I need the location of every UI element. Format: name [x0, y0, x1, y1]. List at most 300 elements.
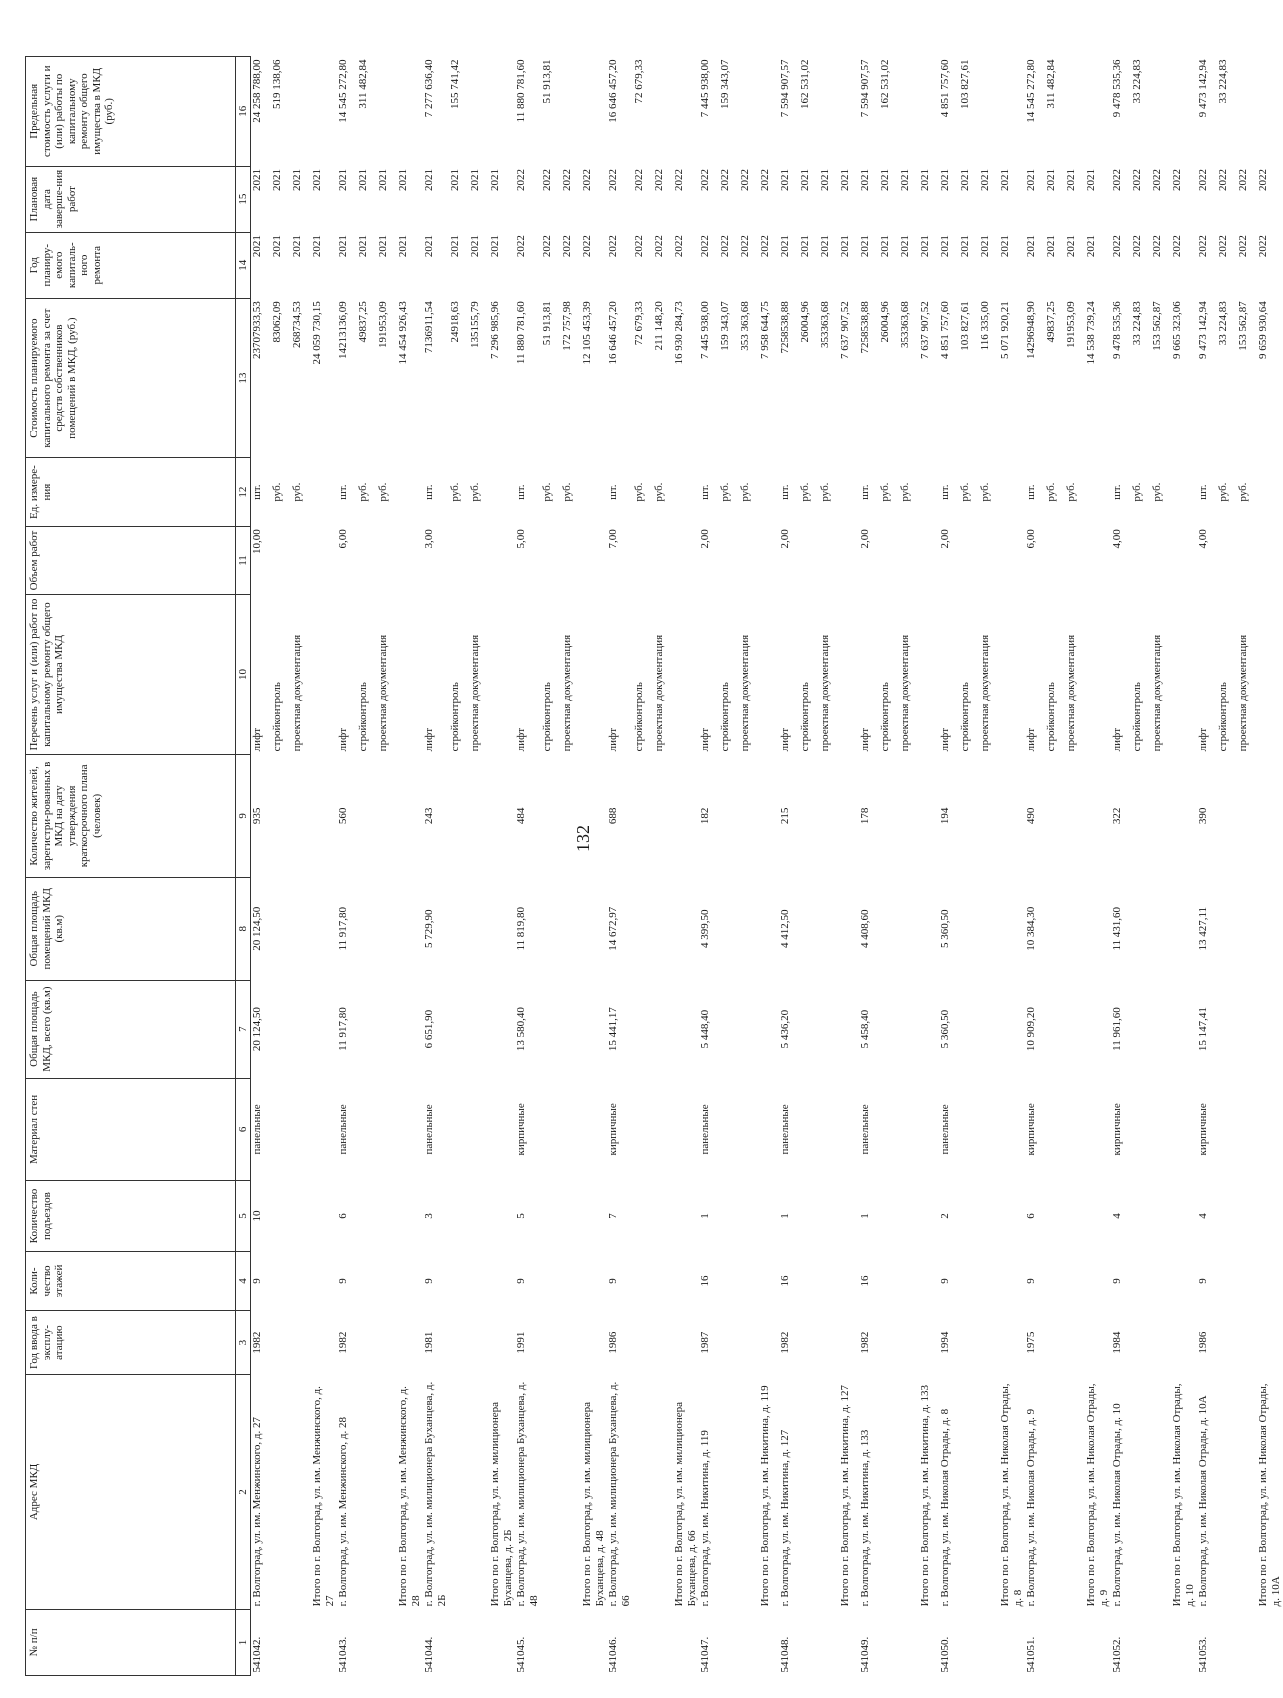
volume-cell: 4,00: [1196, 529, 1209, 549]
column-header: Коли-чество этажей: [26, 1251, 236, 1310]
empty-cell: [999, 754, 1025, 877]
empty-cell: [561, 754, 581, 877]
cost-cell: 26004,96: [878, 301, 891, 343]
empty-cell: [919, 595, 939, 755]
empty-cell: [999, 1181, 1025, 1252]
empty-cell: [799, 1311, 819, 1375]
empty-cell: [1065, 1311, 1085, 1375]
volume-cell: 4,00: [1110, 529, 1123, 549]
repair-year-cell: 2021: [938, 235, 951, 258]
total-row: [1257, 57, 1283, 1676]
repair-year-cell: 2022: [606, 235, 619, 258]
residents-cell: 182: [698, 807, 711, 825]
table-row: [699, 57, 719, 1676]
empty-cell: [561, 877, 581, 980]
empty-cell: [999, 877, 1025, 980]
material-cell: панельные: [251, 1104, 263, 1155]
completion-date-cell: 2021: [356, 169, 369, 192]
empty-cell: [311, 1181, 337, 1252]
empty-cell: [759, 595, 779, 755]
empty-cell: [759, 1181, 779, 1252]
column-number: 13: [236, 298, 251, 458]
total-date-cell: 2021: [838, 169, 851, 192]
table-row: [959, 57, 979, 1676]
completion-date-cell: 2021: [1064, 169, 1077, 192]
empty-cell: [759, 1251, 779, 1310]
empty-cell: [1065, 1078, 1085, 1181]
premises-area-cell: 14 672,97: [606, 906, 619, 951]
column-header: Общая площадь помещений МКД (кв.м): [26, 877, 236, 980]
empty-cell: [653, 754, 673, 877]
empty-cell: [739, 1311, 759, 1375]
empty-cell: [311, 980, 337, 1078]
volume-cell: 2,00: [778, 529, 791, 549]
total-year-cell: 2022: [1256, 235, 1269, 258]
repair-year-cell: 2022: [1216, 235, 1229, 258]
volume-cell: [979, 526, 999, 594]
empty-cell: [673, 754, 699, 877]
total-row: [311, 57, 337, 1676]
table-body: [251, 57, 1283, 1676]
empty-cell: [1085, 754, 1111, 877]
work-type-cell: стройконтроль: [270, 682, 283, 752]
empty-cell: [673, 1078, 699, 1181]
cost-cell: 9 478 535,36: [1110, 301, 1123, 360]
limit-cost-cell: 33 224,83: [1216, 59, 1229, 104]
volume-cell: 2,00: [938, 529, 951, 549]
work-type-cell: лифт: [1196, 728, 1209, 752]
completion-date-cell: 2021: [270, 169, 283, 192]
empty-cell: [397, 595, 423, 755]
empty-cell: [1171, 1078, 1197, 1181]
empty-cell: [1237, 1311, 1257, 1375]
floors-cell: 9: [1024, 1278, 1037, 1284]
year-cell: 1982: [336, 1331, 349, 1354]
empty-cell: [397, 1181, 423, 1252]
residents-cell: 935: [251, 807, 263, 825]
empty-cell: [1085, 1181, 1111, 1252]
empty-cell: [271, 980, 291, 1078]
unit-cell: руб.: [560, 482, 573, 502]
limit-cost-cell: 4 851 757,60: [938, 59, 951, 118]
empty-cell: [899, 1181, 919, 1252]
cost-cell: 33 224,83: [1130, 301, 1143, 346]
unit-cell: руб.: [1216, 482, 1229, 502]
limit-cost-cell: [653, 57, 673, 167]
empty-cell: [1065, 877, 1085, 980]
total-row: [919, 57, 939, 1676]
column-header: Ед. измере-ния: [26, 458, 236, 526]
empty-cell: [1151, 754, 1171, 877]
volume-cell: [653, 526, 673, 594]
total-year-cell: 2022: [758, 235, 771, 258]
entrances-cell: 3: [422, 1213, 435, 1219]
work-type-cell: проектная документация: [818, 634, 831, 752]
completion-date-cell: 2022: [1130, 169, 1143, 192]
empty-cell: [397, 980, 423, 1078]
column-number: 6: [236, 1078, 251, 1181]
row-number: 541046.: [606, 1636, 619, 1673]
empty-cell: [271, 1181, 291, 1252]
empty-cell: [1171, 1251, 1197, 1310]
empty-cell: [1171, 1181, 1197, 1252]
total-row: [999, 57, 1025, 1676]
volume-cell: [291, 526, 311, 594]
empty-cell: [377, 1609, 397, 1675]
unit-cell: руб.: [356, 482, 369, 502]
column-number: 1: [236, 1609, 251, 1675]
total-date-cell: 2022: [1170, 169, 1183, 192]
empty-cell: [879, 1251, 899, 1310]
column-header: Количество подъездов: [26, 1181, 236, 1252]
entrances-cell: 4: [1196, 1213, 1209, 1219]
empty-cell: [581, 1251, 607, 1310]
empty-cell: [719, 1251, 739, 1310]
empty-cell: [489, 980, 515, 1078]
total-year-cell: 2022: [580, 235, 593, 258]
completion-date-cell: 2021: [798, 169, 811, 192]
empty-cell: [999, 1251, 1025, 1310]
empty-cell: [633, 877, 653, 980]
empty-cell: [469, 980, 489, 1078]
column-number: 12: [236, 458, 251, 526]
total-date-cell: 2021: [1084, 169, 1097, 192]
row-number: 541045.: [514, 1636, 527, 1673]
repair-year-cell: 2022: [698, 235, 711, 258]
empty-cell: [799, 1609, 819, 1675]
row-number: 541049.: [858, 1636, 871, 1673]
entrances-cell: 6: [1024, 1213, 1037, 1219]
empty-cell: [653, 1375, 673, 1610]
table-row: [449, 57, 469, 1676]
limit-cost-cell: 7 594 907,57: [858, 59, 871, 118]
unit-cell: руб.: [1150, 482, 1163, 502]
empty-cell: [1085, 595, 1111, 755]
empty-cell: [1217, 1375, 1237, 1610]
limit-cost-cell: [819, 57, 839, 167]
entrances-cell: 5: [514, 1213, 527, 1219]
empty-cell: [581, 595, 607, 755]
row-number: 541051.: [1024, 1636, 1037, 1673]
year-cell: 1986: [1196, 1331, 1209, 1354]
work-type-cell: стройконтроль: [448, 682, 461, 752]
year-cell: 1984: [1110, 1331, 1123, 1354]
work-type-cell: лифт: [422, 728, 435, 752]
empty-cell: [839, 57, 859, 167]
entrances-cell: 10: [251, 1210, 263, 1222]
empty-cell: [541, 754, 561, 877]
empty-cell: [759, 57, 779, 167]
row-number: 541043.: [336, 1636, 349, 1673]
empty-cell: [377, 1181, 397, 1252]
empty-cell: [581, 1311, 607, 1375]
empty-cell: [1237, 1078, 1257, 1181]
total-row: [489, 57, 515, 1676]
empty-cell: [919, 754, 939, 877]
empty-cell: [633, 1181, 653, 1252]
completion-date-cell: 2021: [958, 169, 971, 192]
empty-cell: [357, 877, 377, 980]
empty-cell: [1171, 754, 1197, 877]
limit-cost-cell: [899, 57, 919, 167]
address-cell: г. Волгоград, ул. им. милиционера Буханцева, д. 66: [606, 1381, 632, 1607]
empty-cell: [719, 1311, 739, 1375]
unit-cell: шт.: [698, 484, 711, 500]
column-number: 5: [236, 1181, 251, 1252]
empty-cell: [799, 1251, 819, 1310]
empty-cell: [291, 1609, 311, 1675]
table-row: [799, 57, 819, 1676]
empty-cell: [397, 526, 423, 594]
floors-cell: 9: [514, 1278, 527, 1284]
empty-cell: [489, 526, 515, 594]
repair-year-cell: 2021: [468, 235, 481, 258]
completion-date-cell: 2021: [448, 169, 461, 192]
empty-cell: [271, 877, 291, 980]
empty-cell: [489, 1251, 515, 1310]
limit-cost-cell: 162 531,02: [798, 59, 811, 109]
material-cell: кирпичные: [1110, 1103, 1123, 1156]
empty-cell: [311, 1311, 337, 1375]
total-row: [1085, 57, 1111, 1676]
empty-cell: [879, 1609, 899, 1675]
residents-cell: 194: [938, 807, 951, 825]
unit-cell: шт.: [336, 484, 349, 500]
completion-date-cell: 2022: [540, 169, 553, 192]
floors-cell: 16: [858, 1275, 871, 1287]
table-row: [423, 57, 449, 1676]
limit-cost-cell: 7 445 938,00: [698, 59, 711, 118]
empty-cell: [449, 1311, 469, 1375]
total-date-cell: 2022: [580, 169, 593, 192]
empty-cell: [719, 1609, 739, 1675]
unit-cell: руб.: [540, 482, 553, 502]
residents-cell: 390: [1196, 807, 1209, 825]
cost-cell: 191953,09: [376, 301, 389, 349]
cost-cell: 83062,09: [270, 301, 283, 343]
empty-cell: [377, 1375, 397, 1610]
empty-cell: [469, 1181, 489, 1252]
empty-cell: [1085, 57, 1111, 167]
volume-cell: 3,00: [422, 529, 435, 549]
empty-cell: [1131, 1078, 1151, 1181]
work-type-cell: проектная документация: [652, 634, 665, 752]
empty-cell: [759, 458, 779, 526]
empty-cell: [581, 1609, 607, 1675]
empty-cell: [819, 877, 839, 980]
empty-cell: [469, 877, 489, 980]
table-row: [515, 57, 541, 1676]
repair-year-cell: 2022: [540, 235, 553, 258]
empty-cell: [271, 754, 291, 877]
empty-cell: [799, 1375, 819, 1610]
empty-cell: [979, 1251, 999, 1310]
total-label-cell: Итого по г. Волгоград, ул. им. Николая Отрады, д. 10: [1170, 1383, 1196, 1607]
empty-cell: [759, 980, 779, 1078]
unit-cell: руб.: [1044, 482, 1057, 502]
completion-date-cell: 2022: [514, 169, 527, 192]
empty-cell: [653, 1311, 673, 1375]
completion-date-cell: 2021: [336, 169, 349, 192]
empty-cell: [759, 526, 779, 594]
residents-cell: 688: [606, 807, 619, 825]
volume-cell: [357, 526, 377, 594]
volume-cell: 7,00: [606, 529, 619, 549]
year-cell: 1982: [251, 1331, 263, 1354]
completion-date-cell: 2022: [1216, 169, 1229, 192]
empty-cell: [919, 1251, 939, 1310]
empty-cell: [739, 1181, 759, 1252]
empty-cell: [959, 1251, 979, 1310]
limit-cost-cell: 9 473 142,94: [1196, 59, 1209, 118]
empty-cell: [1045, 1375, 1065, 1610]
empty-cell: [541, 980, 561, 1078]
empty-cell: [1131, 1251, 1151, 1310]
address-cell: г. Волгоград, ул. им. Менжинского, д. 27: [251, 1417, 263, 1607]
empty-cell: [979, 1078, 999, 1181]
empty-cell: [311, 754, 337, 877]
empty-cell: [489, 458, 515, 526]
column-header: Год ввода в эксплу-атацию: [26, 1311, 236, 1375]
row-number: 541052.: [1110, 1636, 1123, 1673]
empty-cell: [653, 877, 673, 980]
residents-cell: 243: [422, 807, 435, 825]
volume-cell: [1065, 526, 1085, 594]
limit-cost-cell: [739, 57, 759, 167]
repair-year-cell: 2021: [290, 235, 303, 258]
volume-cell: [799, 526, 819, 594]
completion-date-cell: 2021: [251, 169, 263, 192]
unit-cell: руб.: [878, 482, 891, 502]
total-area-cell: 11 961,60: [1110, 1007, 1123, 1051]
empty-cell: [1045, 877, 1065, 980]
total-label-cell: Итого по г. Волгоград, ул. им. Николая Отрады, д. 8: [998, 1383, 1024, 1607]
empty-cell: [1131, 1375, 1151, 1610]
limit-cost-cell: 103 827,61: [958, 59, 971, 109]
table-row: [607, 57, 633, 1676]
empty-cell: [919, 877, 939, 980]
cost-cell: 353363,68: [898, 301, 911, 349]
address-cell: г. Волгоград, ул. им. Николая Отрады, д. 9: [1024, 1408, 1037, 1607]
volume-cell: 5,00: [514, 529, 527, 549]
empty-cell: [819, 1311, 839, 1375]
empty-cell: [449, 754, 469, 877]
empty-cell: [561, 1251, 581, 1310]
cost-cell: 49837,25: [356, 301, 369, 343]
empty-cell: [541, 1251, 561, 1310]
total-year-cell: 2022: [672, 235, 685, 258]
empty-cell: [759, 1609, 779, 1675]
cost-cell: 353 363,68: [738, 301, 751, 351]
year-cell: 1987: [698, 1331, 711, 1354]
floors-cell: 9: [336, 1278, 349, 1284]
empty-cell: [291, 1078, 311, 1181]
empty-cell: [1237, 1251, 1257, 1310]
empty-cell: [759, 754, 779, 877]
empty-cell: [839, 1609, 859, 1675]
empty-cell: [1045, 754, 1065, 877]
unit-cell: руб.: [376, 482, 389, 502]
empty-cell: [291, 980, 311, 1078]
empty-cell: [1151, 1311, 1171, 1375]
empty-cell: [377, 877, 397, 980]
empty-cell: [581, 57, 607, 167]
year-cell: 1994: [938, 1331, 951, 1354]
completion-date-cell: 2022: [1110, 169, 1123, 192]
empty-cell: [1131, 980, 1151, 1078]
empty-cell: [899, 877, 919, 980]
empty-cell: [899, 1609, 919, 1675]
volume-cell: 6,00: [1024, 529, 1037, 549]
column-header: Перечень услуг и (или) работ по капитальному ремонту общего имущества МКД: [26, 595, 236, 755]
table-row: [337, 57, 357, 1676]
floors-cell: 16: [778, 1275, 791, 1287]
empty-cell: [1065, 1375, 1085, 1610]
unit-cell: руб.: [1064, 482, 1077, 502]
empty-cell: [799, 754, 819, 877]
empty-cell: [633, 1375, 653, 1610]
table-row: [469, 57, 489, 1676]
empty-cell: [719, 1181, 739, 1252]
limit-cost-cell: 519 138,06: [270, 59, 283, 109]
year-cell: 1982: [858, 1331, 871, 1354]
work-type-cell: проектная документация: [898, 634, 911, 752]
work-type-cell: лифт: [1024, 728, 1037, 752]
empty-cell: [449, 1251, 469, 1310]
empty-cell: [469, 1609, 489, 1675]
empty-cell: [633, 1311, 653, 1375]
empty-cell: [879, 980, 899, 1078]
completion-date-cell: 2022: [718, 169, 731, 192]
total-cost-cell: 7 958 644,75: [758, 301, 771, 360]
empty-cell: [999, 1311, 1025, 1375]
empty-cell: [397, 1311, 423, 1375]
empty-cell: [449, 1181, 469, 1252]
work-type-cell: лифт: [606, 728, 619, 752]
limit-cost-cell: [561, 57, 581, 167]
entrances-cell: 1: [858, 1213, 871, 1219]
total-area-cell: 5 436,20: [778, 1009, 791, 1049]
empty-cell: [673, 526, 699, 594]
limit-cost-cell: 33 224,83: [1130, 59, 1143, 104]
limit-cost-cell: 159 343,07: [718, 59, 731, 109]
total-cost-cell: 12 105 453,39: [580, 301, 593, 365]
material-cell: панельные: [858, 1104, 871, 1155]
empty-cell: [489, 1311, 515, 1375]
empty-cell: [1171, 458, 1197, 526]
empty-cell: [899, 1251, 919, 1310]
repair-year-cell: 2021: [798, 235, 811, 258]
empty-cell: [397, 57, 423, 167]
column-number: 4: [236, 1251, 251, 1310]
empty-cell: [879, 754, 899, 877]
total-year-cell: 2021: [310, 235, 323, 258]
repair-year-cell: 2022: [1110, 235, 1123, 258]
empty-cell: [1257, 1181, 1283, 1252]
empty-cell: [979, 754, 999, 877]
total-cost-cell: 9 665 323,06: [1170, 301, 1183, 360]
cost-cell: 14213136,09: [336, 301, 349, 360]
table-row: [859, 57, 879, 1676]
premises-area-cell: 13 427,11: [1196, 906, 1209, 951]
row-number: 541053.: [1196, 1636, 1209, 1673]
empty-cell: [879, 877, 899, 980]
total-label-cell: Итого по г. Волгоград, ул. им. милиционера Буханцева, д. 66: [672, 1401, 698, 1607]
empty-cell: [799, 877, 819, 980]
floors-cell: 9: [422, 1278, 435, 1284]
completion-date-cell: 2022: [1196, 169, 1209, 192]
empty-cell: [311, 1078, 337, 1181]
